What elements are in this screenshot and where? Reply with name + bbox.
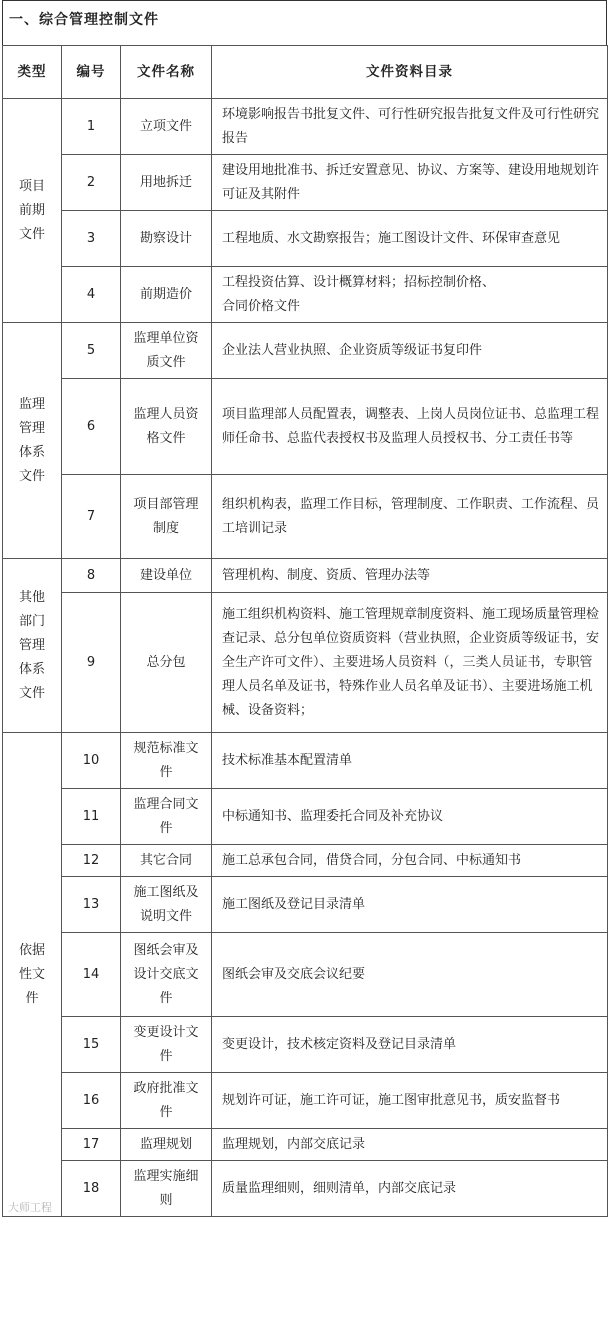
table-row [3, 1161, 608, 1217]
number-cell: 14 [62, 933, 121, 1017]
catalog-cell: 管理机构、制度、资质、管理办法等 [212, 559, 608, 593]
number-cell: 11 [62, 789, 121, 845]
number-cell: 13 [62, 877, 121, 933]
header-catalog: 文件资料目录 [212, 46, 608, 99]
table-row [3, 267, 608, 323]
file-name-cell: 监理实施细则 [121, 1161, 212, 1217]
table-row [3, 933, 608, 1017]
file-name-cell: 施工图纸及说明文件 [121, 877, 212, 933]
file-name-cell: 用地拆迁 [121, 155, 212, 211]
number-cell: 3 [62, 211, 121, 267]
catalog-cell: 施工总承包合同，借贷合同，分包合同、中标通知书 [212, 845, 608, 877]
catalog-cell: 中标通知书、监理委托合同及补充协议 [212, 789, 608, 845]
number-cell: 5 [62, 323, 121, 379]
table-row [3, 155, 608, 211]
number-cell: 18 [62, 1161, 121, 1217]
table-row [3, 99, 608, 155]
file-name-cell: 监理单位资质文件 [121, 323, 212, 379]
category-cell: 其他部门管理体系文件 [3, 559, 62, 733]
file-name-cell: 变更设计文件 [121, 1017, 212, 1073]
table-row [3, 593, 608, 733]
catalog-cell: 组织机构表，监理工作目标，管理制度、工作职责、工作流程、员工培训记录 [212, 475, 608, 559]
number-cell: 2 [62, 155, 121, 211]
header-row [3, 46, 608, 99]
table-row [3, 1017, 608, 1073]
file-name-cell: 立项文件 [121, 99, 212, 155]
catalog-cell: 环境影响报告书批复文件、可行性研究报告批复文件及可行性研究报告 [212, 99, 608, 155]
number-cell: 9 [62, 593, 121, 733]
number-cell: 16 [62, 1073, 121, 1129]
table-row [3, 559, 608, 593]
file-name-cell: 规范标准文件 [121, 733, 212, 789]
file-name-cell: 勘察设计 [121, 211, 212, 267]
file-name-cell: 总分包 [121, 593, 212, 733]
table-row [3, 211, 608, 267]
catalog-cell: 项目监理部人员配置表，调整表、上岗人员岗位证书、总监理工程师任命书、总监代表授权书及监理人员授权书、分工责任书等 [212, 379, 608, 475]
file-name-cell: 建设单位 [121, 559, 212, 593]
catalog-cell: 变更设计，技术核定资料及登记目录清单 [212, 1017, 608, 1073]
catalog-cell: 规划许可证，施工许可证，施工图审批意见书，质安监督书 [212, 1073, 608, 1129]
file-name-cell: 其它合同 [121, 845, 212, 877]
catalog-cell: 企业法人营业执照、企业资质等级证书复印件 [212, 323, 608, 379]
table-row [3, 323, 608, 379]
catalog-cell: 技术标准基本配置清单 [212, 733, 608, 789]
number-cell: 12 [62, 845, 121, 877]
catalog-cell: 施工组织机构资料、施工管理规章制度资料、施工现场质量管理检查记录、总分包单位资质资料（营业执照，企业资质等级证书，安全生产许可文件）、主要进场人员资料（，三类人员证书，专职管理人员名单及证书，特殊作业人员名单及证书）、主要进场施工机械、设备资料； [212, 593, 608, 733]
number-cell: 10 [62, 733, 121, 789]
table-row [3, 845, 608, 877]
catalog-cell: 工程投资估算、设计概算材料；招标控制价格、 合同价格文件 [212, 267, 608, 323]
file-name-cell: 图纸会审及设计交底文件 [121, 933, 212, 1017]
catalog-cell: 监理规划，内部交底记录 [212, 1129, 608, 1161]
number-cell: 17 [62, 1129, 121, 1161]
table-row [3, 379, 608, 475]
file-name-cell: 监理合同文件 [121, 789, 212, 845]
category-cell: 依据性文件 [3, 733, 62, 1217]
table-row [3, 789, 608, 845]
number-cell: 6 [62, 379, 121, 475]
catalog-cell: 图纸会审及交底会议纪要 [212, 933, 608, 1017]
category-cell: 项目前期文件 [3, 99, 62, 323]
file-table [2, 45, 608, 1217]
watermark-text: 大师工程 [8, 1201, 52, 1214]
number-cell: 1 [62, 99, 121, 155]
category-cell: 监理管理体系文件 [3, 323, 62, 559]
number-cell: 15 [62, 1017, 121, 1073]
file-name-cell: 项目部管理制度 [121, 475, 212, 559]
file-name-cell: 政府批准文件 [121, 1073, 212, 1129]
header-type: 类型 [3, 46, 62, 99]
catalog-cell: 质量监理细则，细则清单，内部交底记录 [212, 1161, 608, 1217]
number-cell: 8 [62, 559, 121, 593]
table-row [3, 1073, 608, 1129]
number-cell: 7 [62, 475, 121, 559]
header-no: 编号 [62, 46, 121, 99]
number-cell: 4 [62, 267, 121, 323]
section-title: 一、综合管理控制文件 [2, 0, 607, 45]
table-row [3, 1129, 608, 1161]
catalog-cell: 建设用地批准书、拆迁安置意见、协议、方案等、建设用地规划许可证及其附件 [212, 155, 608, 211]
catalog-cell: 施工图纸及登记目录清单 [212, 877, 608, 933]
table-row [3, 475, 608, 559]
document-page [2, 0, 607, 1217]
file-name-cell: 前期造价 [121, 267, 212, 323]
header-name: 文件名称 [121, 46, 212, 99]
table-row [3, 877, 608, 933]
catalog-cell: 工程地质、水文勘察报告；施工图设计文件、环保审查意见 [212, 211, 608, 267]
file-name-cell: 监理规划 [121, 1129, 212, 1161]
file-name-cell: 监理人员资格文件 [121, 379, 212, 475]
table-row [3, 733, 608, 789]
